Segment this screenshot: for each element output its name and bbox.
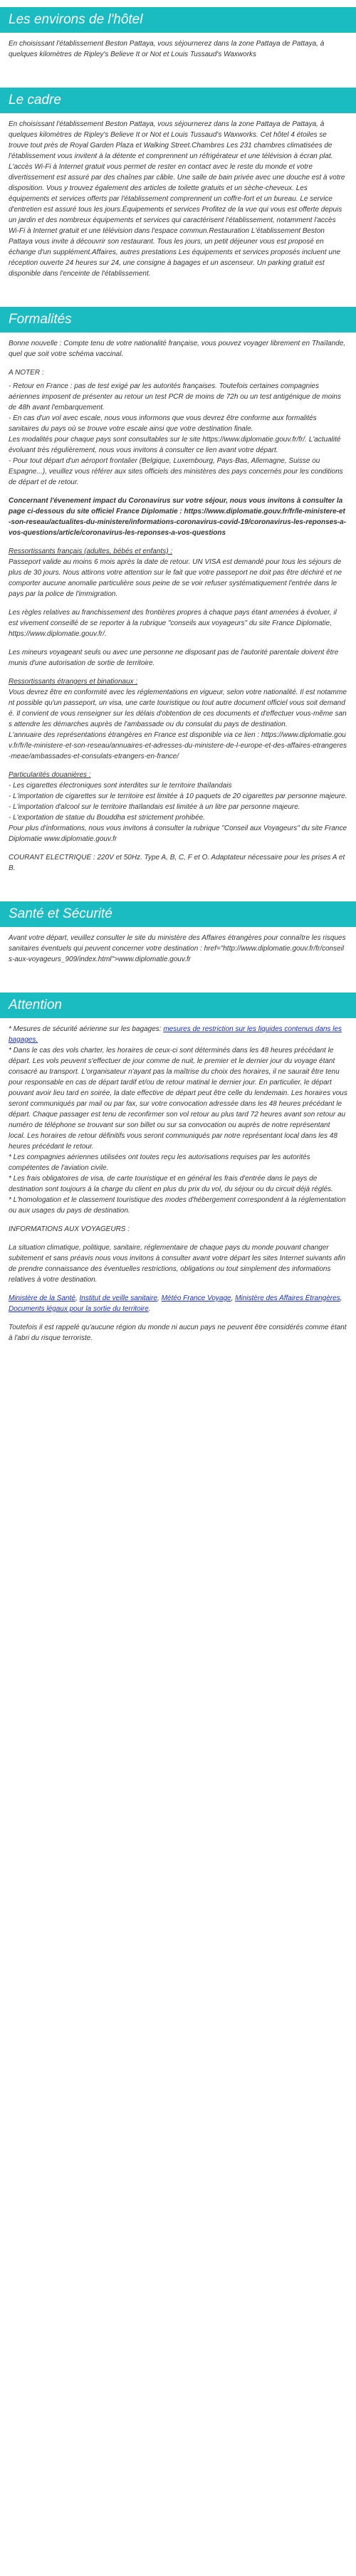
- paragraph: Bonne nouvelle : Compte tenu de votre nationalité française, vous pouvez voyager librement en Thaïlande, quel que soit votre schéma vaccinal.: [9, 340, 346, 358]
- paragraph: COURANT ELECTRIQUE : 220V et 50Hz. Type A, B, C, F et O. Adaptateur nécessaire pour les prises A et B.: [9, 854, 345, 872]
- paragraph: Toutefois il est rappelé qu'aucune région du monde ni aucun pays ne peuvent être considérés comme étant à l'abri du risque terroriste.: [9, 1324, 347, 1342]
- section-attention: [0, 993, 356, 1344]
- paragraph-bold: Concernant l'évenement impact du Coronavirus sur votre séjour, nous vous invitons à consulter la page ci-dessous du site officiel France Diplomatie : https://www.diplomatie.gouv.fr/fr/le-ministere-et-son-reseau/actualites-du-ministere/informations-coronavirus-covid-19/coronavirus-les-reponses-a-vos-questions/article/coronavirus-les-reponses-a-vos-questions: [9, 497, 347, 537]
- paragraph: INFORMATIONS AUX VOYAGEURS :: [9, 1225, 130, 1233]
- subheading: Ressortissants français (adultes, bébés et enfants) :: [9, 548, 173, 555]
- paragraph: Vous devrez être en conformité avec les réglementations en vigueur, selon votre nationalité. Il est notamment possible qu'un passeport, un visa, une carte touristique ou tout autre document officiel vous soit demandé. Il convient de vous renseigner sur les délais d'obtention de ces documents et d'effectuer vous-même sans attendre les démarches auprès de l'ambassade ou du consulat du pays de destination. L'annuaire des représentations étrangères en France est disponible via ce lien : https://www.diplomatie.gouv.fr/fr/le-ministere-et-son-reseau/annuaires-et-adresses-du-ministere-de-l-europe-et-des-affaires-etrangeres-meae/ambassades-et-consulats-etrangers-en-france/: [9, 688, 347, 760]
- link-meteo-france[interactable]: Météo France Voyage: [161, 1294, 231, 1302]
- paragraph: La situation climatique, politique, sanitaire, réglementaire de chaque pays du monde pouvant changer subitement et sans préavis nous vous invitons à consulter avant votre départ les sites Internet suivants afin de prendre connaissance des éventuelles restrictions, obligations ou tout simplement des informations relatives à votre destination.: [9, 1244, 346, 1284]
- section-formalites: [0, 307, 356, 874]
- subheading: Particularités douanières :: [9, 771, 91, 779]
- section-title: Formalités: [0, 307, 356, 333]
- paragraph: Passeport valide au moins 6 mois après la date de retour. UN VISA est demandé pour tous les séjours de plus de 30 jours. Nous attirons votre attention sur le fait que votre passeport ne doit pas être déchiré et ne comporter aucune anomalie particulière sous peine de se voir refuser systématiquement l'entrée dans le pays par la police de l'immigration.: [9, 558, 342, 598]
- paragraph: En choisissant l'établissement Beston Pattaya, vous séjournerez dans la zone Pattaya de Pattaya, à quelques kilomètres de Ripley's Believe It or Not et Louis Tussaud's Waxworks. Cet hôtel 4 étoiles se trouve tout près de Royal Garden Plaza et Walking Street.Chambres Les 231 chambres climatisées de l'établissement vous invitent à la détente et comprennent un réfrigérateur et une télévision à écran plat. L'accès Wi-Fi à Internet gratuit vous permet de rester en contact avec le reste du monde et votre divertissement est assuré par des chaînes par câble. Une salle de bain privée avec une douche est à votre disposition. Vous y trouvez également des articles de toilette gratuits et un sèche-cheveux. Les équipements et services offerts par l'établissement comprennent un coffre-fort et un bureau. Le service d'entretien est assuré tous les jours.Équipements et services Profitez de la vue qui vous est offerte depuis un jardin et des nombreux équipements et services qui caractérisent l'établissement, notamment l'accès Wi-Fi à Internet gratuit et une télévision dans l'espace commun.Restauration L'établissement Beston Pattaya vous invite à découvrir son restaurant. Tous les jours, un petit déjeuner vous est proposé en échange d'un supplément.Affaires, autres prestations Les équipements et services proposés incluent une réception ouverte 24 heures sur 24, une consigne à bagages et un ascenseur. Un parking gratuit est disponible dans l'enceinte de l'établissement.: [9, 120, 345, 278]
- liquids-link[interactable]: mesures de restriction sur les liquides contenus dans les bagages.: [9, 1025, 342, 1044]
- section-environs: [0, 7, 356, 60]
- link-ministere-sante[interactable]: Ministère de la Santé: [9, 1294, 75, 1302]
- link-affaires-etrangeres[interactable]: Ministère des Affaires Étrangères: [235, 1294, 340, 1302]
- paragraph: - Retour en France : pas de test exigé par les autorités françaises. Toutefois certaines compagnies aériennes imposent de présenter au retour un test PCR de moins de 72h ou un test antigénique de moins de 48h avant l'embarquement. - En cas d'un vol avec escale, nous vous informons que vous devrez être conforme aux formalités sanitaires du pays où se trouve votre escale ainsi que votre destination finale. Les modalités pour chaque pays sont consultables sur le site https://www.diplomatie.gouv.fr/fr/. L'actualité évoluant très régulièrement, nous vous invitons à consulter ce lien avant votre départ. - Pour tout départ d'un aéroport frontalier (Belgique, Luxembourg, Pays-Bas, Allemagne, Suisse ou Espagne...), veuillez vous référer aux sites officiels des ministères des pays concernés pour les conditions de départ et de retour.: [9, 382, 343, 486]
- paragraph: Les règles relatives au franchissement des frontières propres à chaque pays étant amenées à évoluer, il est vivement conseillé de se reporter à la rubrique "conseils aux voyageurs" du site France Diplomatie, https://www.diplomatie.gouv.fr/.: [9, 609, 337, 638]
- section-sante: [0, 901, 356, 965]
- paragraph: - Les cigarettes électroniques sont interdites sur le territoire thaïlandais - L'importation de cigarettes sur le territoire est limitée à 10 paquets de 20 cigarettes par personne majeure. - L'importation d'alcool sur le territoire thaïlandais est limitée à un litre par personne majeure. - L'exportation de statue du Bouddha est strictement prohibée. Pour plus d'informations, nous vous invitons à consulter la rubrique "Conseil aux Voyageurs" du site France Diplomatie www.diplomatie.gouv.fr: [9, 782, 347, 843]
- links-paragraph: Ministère de la Santé, Institut de veille sanitaire, Météo France Voyage, Ministère des Affaires Étrangères, Documents légaux pour la sortie du territoire.: [9, 1294, 342, 1313]
- paragraph: A NOTER :: [9, 369, 44, 377]
- subheading: Ressortissants étrangers et binationaux :: [9, 678, 138, 686]
- section-title: Les environs de l'hôtel: [0, 7, 356, 33]
- section-cadre: [0, 88, 356, 279]
- paragraph: En choisissant l'établissement Beston Pattaya, vous séjournerez dans la zone Pattaya de Pattaya, à quelques kilomètres de Ripley's Believe It or Not et Louis Tussaud's Waxworks: [9, 40, 325, 58]
- paragraph: Avant votre départ, veuillez consulter le site du ministère des Affaires étrangères pour connaître les risques sanitaires éventuels qui peuvent concerner votre destination : href="http://www.diplomatie.gouv.fr/fr/conseils-aux-voyageurs_909/index.html">www.diplomatie.gouv.fr: [9, 934, 346, 963]
- section-title: Le cadre: [0, 88, 356, 113]
- section-title: Attention: [0, 993, 356, 1018]
- link-documents-legaux[interactable]: Documents légaux pour la sortie du territoire: [9, 1305, 149, 1313]
- link-veille-sanitaire[interactable]: Institut de veille sanitaire: [79, 1294, 158, 1302]
- paragraph: * Mesures de sécurité aérienne sur les bagages: mesures de restriction sur les liquides contenus dans les bagages. * Dans le cas des vols charter, les horaires de ceux-ci sont déterminés dans les 48 heures précédant le départ. Les vols peuvent s'effectuer de jour comme de nuit, le premier et le dernier jour du voyage étant consacré au transport. L'organisateur n'ayant pas la maîtrise du choix des horaires, il ne saurait être tenu pour responsable en cas de départ tardif et/ou de retour matinal le dernier jour. En particulier, le départ pouvant avoir lieu tard en soirée, la date effective de départ peut être celle du lendemain. Les horaires vous seront communiqués par mail ou par fax, sur votre convocation adressée dans les 48 heures précédant le départ. Chaque passager est tenu de reconfirmer son vol retour au plus tard 72 heures avant son retour au numéro de téléphone se trouvant sur son billet ou sur sa convocation ou auprès de notre représentant local. Les horaires de retour définitifs vous seront communiqués par notre représentant local dans les 48 heures précédant le retour. * Les compagnies aériennes utilisées ont toutes reçu les autorisations requises par les autorités compétentes de l'aviation civile. * Les frais obligatoires de visa, de carte touristique et en général les frais d'entrée dans le pays de destination sont toujours à la charge du client en plus du prix du vol, du séjour ou du circuit déjà réglés. * L'homologation et le classement touristique des modes d'hébergement correspondent à la réglementation ou aux usages du pays de destination.: [9, 1025, 347, 1215]
- section-title: Santé et Sécurité: [0, 901, 356, 927]
- paragraph: Les mineurs voyageant seuls ou avec une personne ne disposant pas de l'autorité parentale doivent être munis d'une autorisation de sortie de territoire.: [9, 649, 339, 667]
